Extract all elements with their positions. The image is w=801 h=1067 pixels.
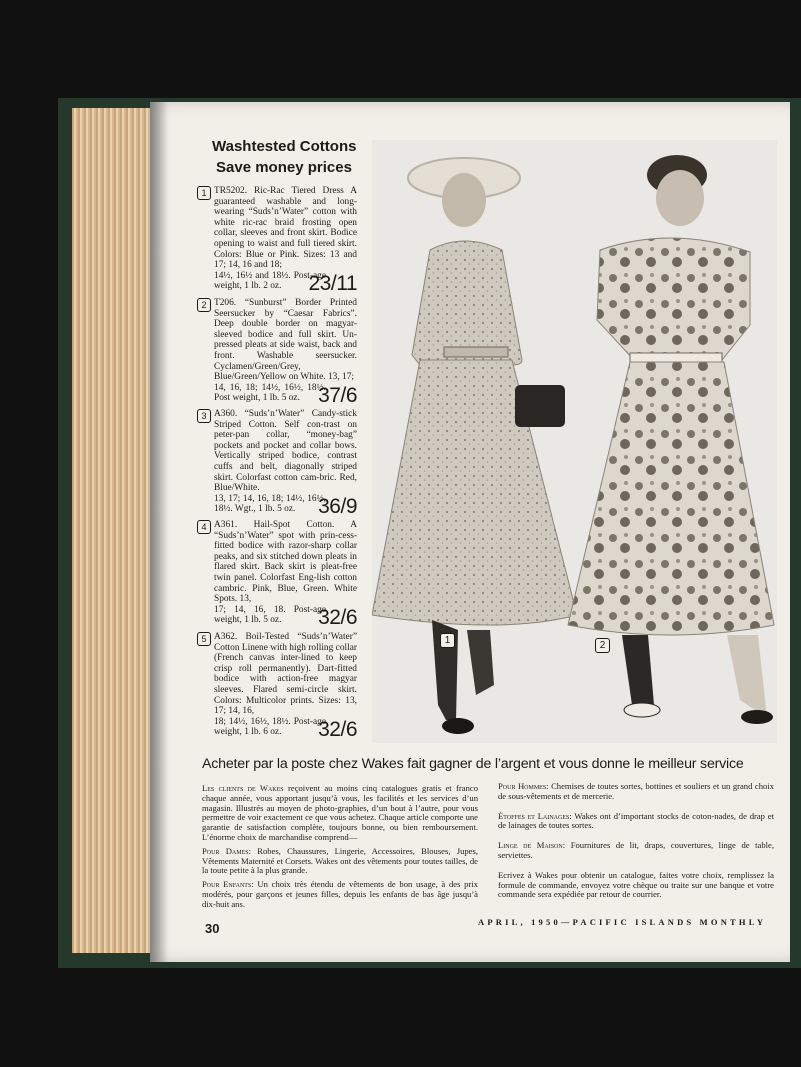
body-text: : Wakes ont d’important stocks de coton-nades, de drap et de lainages de toutes sortes. xyxy=(498,810,774,831)
french-banner-heading: Acheter par la poste chez Wakes fait gagner de l’argent et vous donne le meilleur service xyxy=(202,756,744,772)
lead-text: Pour Dames xyxy=(202,845,249,856)
photo-illustration xyxy=(372,140,777,743)
figure-label-1: 1 xyxy=(440,633,455,648)
paragraph-ecrivez xyxy=(498,871,774,900)
heading-title: Washtested Cottons xyxy=(212,138,357,155)
publication-footer: APRIL, 1950—PACIFIC ISLANDS MONTHLY xyxy=(478,917,767,927)
item-sizes-weight: 17; 14, 16, 18. Post-age weight, 1 lb. 5 oz. xyxy=(214,604,326,626)
paragraph-enfants xyxy=(202,880,478,909)
paragraph-linge xyxy=(498,841,774,861)
lead-text: Les clients de Wakes xyxy=(202,783,284,793)
item-description: A362. Boil-Tested “Suds’n’Water” Cotton Linene with high rolling collar (French canvas inter-lined to keep crisp roll permanently). Dart-fitted bodice with action-free magyar sleeves. Flared semi-circle skirt. Colors: Multicolor prints. Sizes: 13, 17; 14, 16, xyxy=(214,632,357,717)
lead-text: Linge de Maison xyxy=(498,840,563,851)
paragraph-clients xyxy=(202,784,478,843)
product-item-1 xyxy=(197,186,357,295)
item-number: 4 xyxy=(197,520,211,534)
french-left-column xyxy=(202,784,478,914)
figure-label-2: 2 xyxy=(595,638,610,653)
heading-subtitle: Save money prices xyxy=(216,159,352,176)
body-text: : Chemises de toutes sortes, bottines et souliers et un grand choix de sous-vêtements et de mercerie. xyxy=(498,781,774,801)
item-sizes-weight: 14, 16, 18; 14½, 16½, 18½. Post weight, 1 lb. 5 oz. xyxy=(214,382,326,404)
item-description: T206. “Sunburst” Border Printed Seersucker by “Caesar Fabrics”. Deep double border on magyar-sleeved bodice and full skirt. Un-pressed pleats at side waist, back and front. Washable seersucker. Cyclamen/Green/Grey, Blue/Green/Yellow on White. 13, 17; xyxy=(214,298,357,383)
item-number: 3 xyxy=(197,409,211,423)
paragraph-hommes xyxy=(498,782,774,802)
product-item-5 xyxy=(197,632,357,741)
paragraph-dames xyxy=(202,847,478,876)
body-text: : Un choix très étendu de vêtements de bon usage, à des prix modérés, pour garçons et jeunes filles, depuis les enfants de bas âge jusqu’à dix-huit ans. xyxy=(202,879,478,909)
models-photograph xyxy=(372,140,777,743)
item-description: A360. “Suds’n’Water” Candy-stick Striped Cotton. Self con-trast on peter-pan collar, “money-bag” pockets and pocket and collar bows. Vertically striped bodice, contrast cuffs and belt, diagonally striped skirt. Colorfast cotton cam-bric. Red, Blue/White. xyxy=(214,409,357,494)
body-text: : Fournitures de lit, draps, couvertures, linge de table, serviettes. xyxy=(498,840,774,860)
item-number: 5 xyxy=(197,632,211,646)
body-text: : Robes, Chaussures, Lingerie, Accessoires, Blouses, Jupes, Vêtements Maternité et Corsets. Wakes ont des vêtements pour toutes tailles, de la toute petite à la plus grande. xyxy=(202,845,478,876)
item-price: 32/6 xyxy=(318,605,357,629)
item-sizes-weight: 18; 14½, 16½, 18½. Post-age weight, 1 lb. 6 oz. xyxy=(214,716,326,738)
spine-shadow xyxy=(150,102,168,962)
paragraph-etoffes xyxy=(498,812,774,832)
lead-text: Pour Hommes xyxy=(498,781,547,791)
page-number: 30 xyxy=(205,921,220,936)
item-price: 37/6 xyxy=(318,383,357,407)
body-text: Ecrivez à Wakes pour obtenir un catalogue, faites votre choix, remplissez la formule de commande, envoyez votre chèque ou traite sur une banque et votre commande sera expédiée par retour de courrier. xyxy=(498,869,774,900)
french-right-column xyxy=(498,782,774,904)
item-price: 23/11 xyxy=(308,271,357,295)
lead-text: Pour Enfants xyxy=(202,879,252,890)
lead-text: Étoffes et Lainages xyxy=(498,810,570,821)
item-number: 2 xyxy=(197,298,211,312)
item-description: TR5202. Ric-Rac Tiered Dress A guaranteed washable and long-wearing “Suds’n’Water” cotton with white ric-rac braid frosting open collar, sleeves and front skirt. Bodice opening to waist and full tiered skirt. Colors: Blue or Pink. Sizes: 13 and 17; 14, 16 and 18; xyxy=(214,186,357,271)
product-item-3 xyxy=(197,409,357,518)
page-edges xyxy=(72,108,152,953)
product-item-2 xyxy=(197,298,357,407)
item-number: 1 xyxy=(197,186,211,200)
item-price: 36/9 xyxy=(318,494,357,518)
item-price: 32/6 xyxy=(318,717,357,741)
body-text: reçoivent au moins cinq catalogues gratis et franco chaque année, vous apportant jusqu’à vous, les facilités et les services d’un magasin. Illustrés au moyen de photo-graphies, d’un bout à l’autre, pour vous permettre de voir exactement ce que vous achetez. Chaque article comporte une garantie de satisfaction complète, toujours bonne, ou bien remboursement. L’énorme choix de marchandise comprend— xyxy=(202,783,479,842)
product-item-4 xyxy=(197,520,357,629)
item-sizes-weight: 13, 17; 14, 16, 18; 14½, 16½, 18½. Wgt., 1 lb. 5 oz. xyxy=(214,493,326,515)
item-sizes-weight: 14½, 16½ and 18½. Post-age weight, 1 lb. 2 oz. xyxy=(214,270,326,292)
item-description: A361. Hail-Spot Cotton. A “Suds’n’Water” spot with prin-cess-fitted bodice with razor-sharp collar peaks, and six stitched down pleats in flared skirt. Back skirt is pleat-free twin panel. Colorfast Eng-lish cotton cambric. Pink, Blue, Green. White Spots. 13, xyxy=(214,520,357,605)
